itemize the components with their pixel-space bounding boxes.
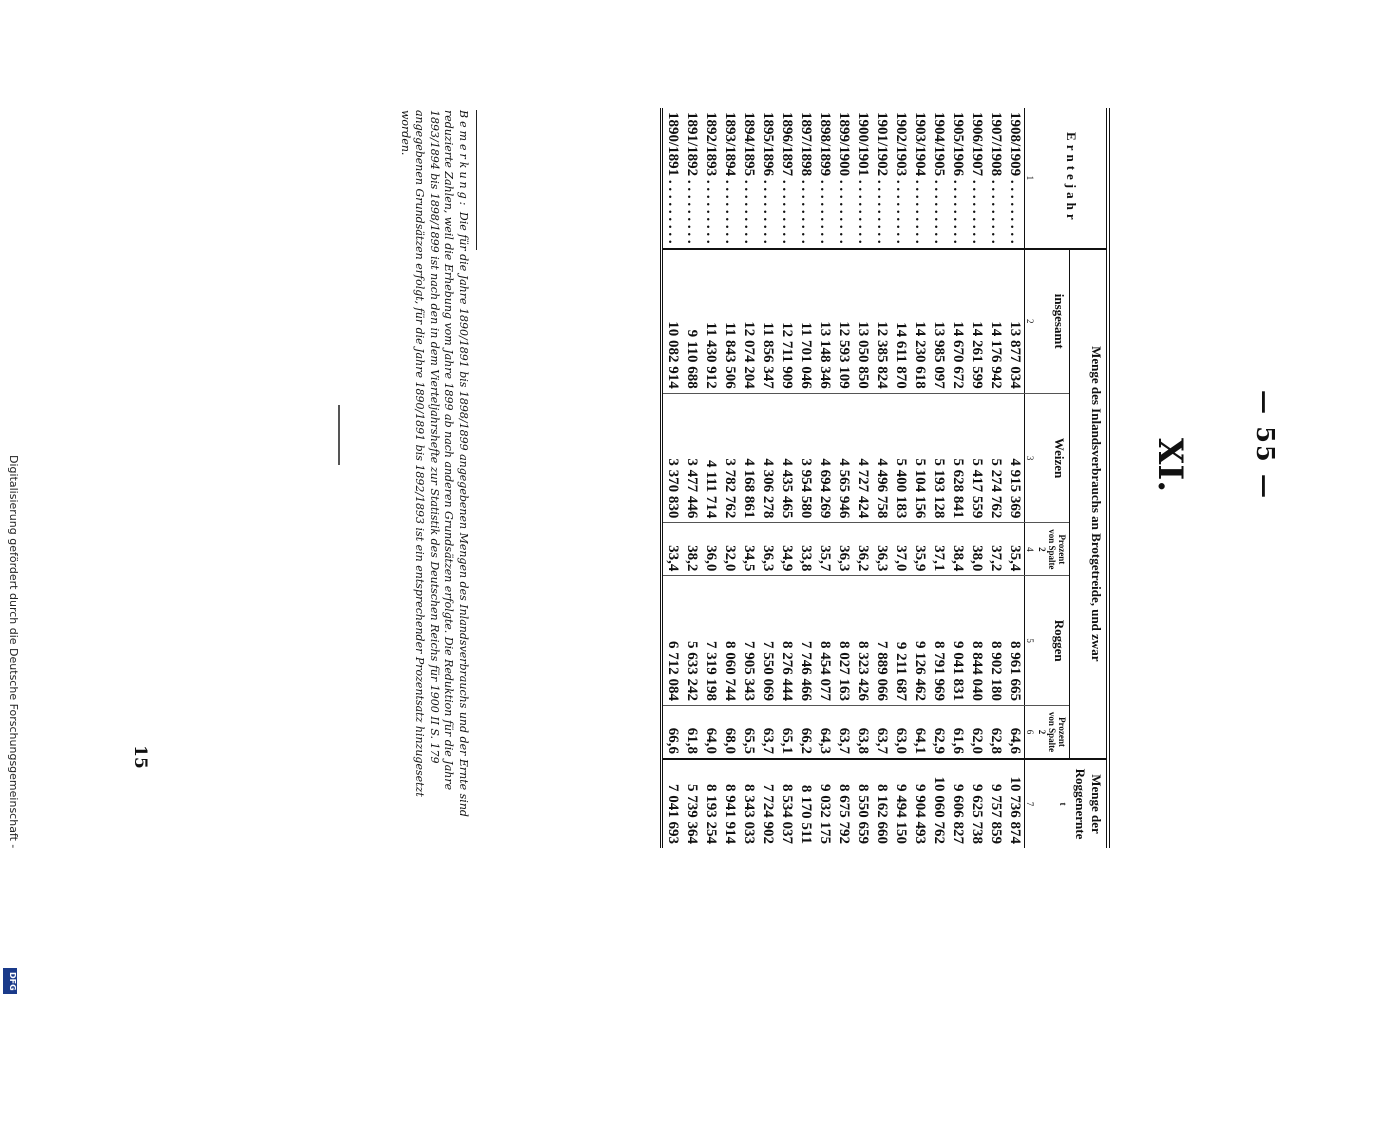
header-harvest: Menge der Roggenernte (1070, 759, 1108, 848)
cell-total: 12 593 109 (835, 249, 854, 394)
cell-rye: 5 633 242 (683, 576, 702, 706)
table-row (662, 108, 683, 848)
col-number: 7 (1025, 759, 1036, 848)
cell-year: 1905/1906 . . . . . . . . . (950, 112, 967, 244)
cell-rye: 7 746 466 (797, 576, 816, 706)
unit-harvest: t (1036, 759, 1071, 848)
cell-total: 11 430 912 (702, 249, 721, 394)
cell-rye: 6 712 084 (662, 576, 683, 706)
cell-year: 1897/1898 . . . . . . . . . (798, 112, 815, 244)
cell-rpct: 61,6 (949, 706, 968, 760)
cell-rpct: 63,7 (759, 706, 778, 760)
cell-year: 1900/1901 . . . . . . . . . (855, 112, 872, 244)
cell-wpct: 33,8 (797, 523, 816, 576)
cell-year: 1899/1900 . . . . . . . . . (836, 112, 853, 244)
cell-wheat: 5 400 183 (892, 393, 911, 523)
cell-year: 1894/1895 . . . . . . . . . (741, 112, 758, 244)
cell-rye: 8 961 665 (1006, 576, 1026, 706)
cell-wpct: 38,4 (949, 523, 968, 576)
header-total: insgesamt (1036, 249, 1071, 394)
table-row (740, 108, 759, 848)
table-row (721, 108, 740, 848)
cell-total: 9 110 688 (683, 249, 702, 394)
cell-wpct: 34,9 (778, 523, 797, 576)
cell-wpct: 37,0 (892, 523, 911, 576)
table-row (987, 108, 1006, 848)
cell-rye: 7 550 069 (759, 576, 778, 706)
col-number: 5 (1025, 576, 1036, 706)
col-number: 3 (1025, 393, 1036, 523)
cell-harvest: 8 193 254 (702, 759, 721, 848)
cell-rye: 8 791 969 (930, 576, 949, 706)
cell-rpct: 62,0 (968, 706, 987, 760)
cell-year: 1904/1905 . . . . . . . . . (931, 112, 948, 244)
table-row (1006, 108, 1026, 848)
cell-total: 10 082 914 (662, 249, 683, 394)
cell-wheat: 5 193 128 (930, 393, 949, 523)
cell-year: 1903/1904 . . . . . . . . . (912, 112, 929, 244)
table-row (835, 108, 854, 848)
dfg-logo-icon: DFG (3, 968, 17, 994)
cell-wpct: 36,3 (835, 523, 854, 576)
cell-harvest: 9 625 738 (968, 759, 987, 848)
cell-total: 13 050 850 (854, 249, 873, 394)
cell-harvest: 8 941 914 (721, 759, 740, 848)
cell-wheat: 4 496 758 (873, 393, 892, 523)
cell-wpct: 38,2 (683, 523, 702, 576)
cell-harvest: 8 343 033 (740, 759, 759, 848)
cell-year: 1907/1908 . . . . . . . . . (988, 112, 1005, 244)
cell-wpct: 37,1 (930, 523, 949, 576)
table-row (911, 108, 930, 848)
cell-rpct: 62,8 (987, 706, 1006, 760)
cell-harvest: 8 534 037 (778, 759, 797, 848)
cell-rye: 9 041 831 (949, 576, 968, 706)
cell-rpct: 65,5 (740, 706, 759, 760)
header-wheat: Weizen (1036, 393, 1071, 523)
col-number: 4 (1025, 523, 1036, 576)
cell-rpct: 64,1 (911, 706, 930, 760)
cell-wpct: 38,0 (968, 523, 987, 576)
cell-rpct: 63,7 (835, 706, 854, 760)
col-number: 2 (1025, 249, 1036, 394)
cell-wheat: 4 694 269 (816, 393, 835, 523)
cell-total: 12 385 824 (873, 249, 892, 394)
cell-harvest: 7 041 693 (662, 759, 683, 848)
cell-year: 1891/1892 . . . . . . . . . (684, 112, 701, 244)
cell-wpct: 36,2 (854, 523, 873, 576)
cell-year: 1890/1891 . . . . . . . . . (665, 112, 682, 244)
cell-total: 12 074 204 (740, 249, 759, 394)
cell-rpct: 64,6 (1006, 706, 1026, 760)
cell-total: 13 148 346 (816, 249, 835, 394)
cell-rye: 8 027 163 (835, 576, 854, 706)
cell-total: 13 985 097 (930, 249, 949, 394)
table-row (949, 108, 968, 848)
cell-year: 1898/1899 . . . . . . . . . (817, 112, 834, 244)
col-number: 6 (1025, 706, 1036, 760)
cell-harvest: 9 032 175 (816, 759, 835, 848)
cell-harvest: 8 170 511 (797, 759, 816, 848)
header-rye-pct: Prozent von Spalte 2 (1036, 706, 1071, 760)
data-table (661, 108, 1111, 848)
cell-wpct: 36,0 (702, 523, 721, 576)
header-rye: Roggen (1036, 576, 1071, 706)
footer-text: Digitalisierung gefördert durch die Deutsche Forschungsgemeinschaft - (7, 455, 20, 849)
note-label: Bemerkung: (457, 110, 470, 209)
cell-wheat: 5 417 559 (968, 393, 987, 523)
cell-wpct: 34,5 (740, 523, 759, 576)
cell-wheat: 3 370 830 (662, 393, 683, 523)
cell-total: 13 877 034 (1006, 249, 1026, 394)
cell-wpct: 35,9 (911, 523, 930, 576)
cell-year: 1892/1893 . . . . . . . . . (703, 112, 720, 244)
cell-year: 1893/1894 . . . . . . . . . (722, 112, 739, 244)
cell-rye: 8 060 744 (721, 576, 740, 706)
cell-harvest: 8 675 792 (835, 759, 854, 848)
cell-wheat: 4 727 424 (854, 393, 873, 523)
table-row (930, 108, 949, 848)
cell-rye: 8 276 444 (778, 576, 797, 706)
cell-harvest: 9 494 150 (892, 759, 911, 848)
header-year: Erntejahr (1063, 132, 1079, 224)
table-row (797, 108, 816, 848)
table-row (854, 108, 873, 848)
cell-rpct: 64,3 (816, 706, 835, 760)
cell-wpct: 36,3 (873, 523, 892, 576)
cell-harvest: 8 162 660 (873, 759, 892, 848)
cell-harvest: 9 904 493 (911, 759, 930, 848)
table-row (968, 108, 987, 848)
cell-wheat: 4 306 278 (759, 393, 778, 523)
table-row (873, 108, 892, 848)
table-row (759, 108, 778, 848)
cell-year: 1895/1896 . . . . . . . . . (760, 112, 777, 244)
cell-rpct: 64,0 (702, 706, 721, 760)
cell-wheat: 3 477 446 (683, 393, 702, 523)
cell-total: 11 843 506 (721, 249, 740, 394)
header-group: Menge des Inlandsverbrauchs an Brotgetreide, und zwar (1070, 249, 1108, 759)
cell-wheat: 3 954 580 (797, 393, 816, 523)
cell-wheat: 4 565 946 (835, 393, 854, 523)
cell-total: 11 856 347 (759, 249, 778, 394)
cell-total: 14 261 599 (968, 249, 987, 394)
cell-rpct: 68,0 (721, 706, 740, 760)
center-mark (338, 405, 340, 465)
page-number: — 55 — (1251, 389, 1280, 501)
cell-total: 12 711 909 (778, 249, 797, 394)
col-number: 1 (1025, 175, 1036, 181)
cell-wheat: 5 274 762 (987, 393, 1006, 523)
cell-wpct: 35,7 (816, 523, 835, 576)
cell-rye: 7 905 343 (740, 576, 759, 706)
note-text: Die für die Jahre 1890/1891 bis 1898/1899 angegebenen Mengen des Inlandsverbrauchs und der Ernte sind reduzierte Zahlen, weil die Erhebung vom Jahre 1899 ab nach anderen Grundsätzen erfolgte. Die Reduktion für die Jahre 1893/1894 bis 1898/1899 ist nach den in dem Vierteljahrshefte zur Statistik des Deutschen Reichs für 1900 II S. 179 angegebenen Grundsätzen erfolgt, für die Jahre 1890/1891 bis 1892/1893 ist ein entsprechender Prozentsatz hinzugesetzt worden. (399, 110, 470, 817)
cell-wpct: 36,3 (759, 523, 778, 576)
cell-total: 14 611 870 (892, 249, 911, 394)
cell-rye: 8 902 180 (987, 576, 1006, 706)
cell-rye: 8 454 077 (816, 576, 835, 706)
cell-rye: 8 844 040 (968, 576, 987, 706)
table-row (778, 108, 797, 848)
cell-rye: 7 889 066 (873, 576, 892, 706)
cell-year: 1902/1903 . . . . . . . . . (893, 112, 910, 244)
cell-rpct: 66,6 (662, 706, 683, 760)
header-wheat-pct: Prozent von Spalte 2 (1036, 523, 1071, 576)
cell-rye: 9 126 462 (911, 576, 930, 706)
cell-harvest: 5 739 364 (683, 759, 702, 848)
cell-rpct: 63,0 (892, 706, 911, 760)
cell-year: 1906/1907 . . . . . . . . . (969, 112, 986, 244)
cell-wheat: 4 435 465 (778, 393, 797, 523)
side-page-number: 15 (130, 745, 150, 769)
cell-total: 14 670 672 (949, 249, 968, 394)
cell-harvest: 9 606 827 (949, 759, 968, 848)
table-row (702, 108, 721, 848)
cell-wpct: 32,0 (721, 523, 740, 576)
cell-wheat: 5 104 156 (911, 393, 930, 523)
cell-rpct: 63,7 (873, 706, 892, 760)
cell-wheat: 4 915 369 (1006, 393, 1026, 523)
cell-wheat: 3 782 762 (721, 393, 740, 523)
cell-harvest: 10 060 762 (930, 759, 949, 848)
cell-rpct: 65,1 (778, 706, 797, 760)
cell-wpct: 35,4 (1006, 523, 1026, 576)
table-row (683, 108, 702, 848)
cell-wheat: 4 168 861 (740, 393, 759, 523)
cell-wheat: 4 111 714 (702, 393, 721, 523)
cell-total: 14 230 618 (911, 249, 930, 394)
cell-year: 1896/1897 . . . . . . . . . (779, 112, 796, 244)
data-table-container (490, 108, 1110, 848)
cell-wpct: 33,4 (662, 523, 683, 576)
note-rule (476, 110, 477, 250)
cell-wheat: 5 628 841 (949, 393, 968, 523)
cell-rpct: 62,9 (930, 706, 949, 760)
cell-harvest: 7 724 902 (759, 759, 778, 848)
cell-total: 14 176 942 (987, 249, 1006, 394)
cell-harvest: 8 550 659 (854, 759, 873, 848)
cell-rpct: 66,2 (797, 706, 816, 760)
cell-harvest: 9 757 859 (987, 759, 1006, 848)
cell-year: 1901/1902 . . . . . . . . . (874, 112, 891, 244)
cell-rye: 7 319 198 (702, 576, 721, 706)
cell-total: 11 701 046 (797, 249, 816, 394)
cell-rye: 8 323 426 (854, 576, 873, 706)
section-number: XI. (1150, 437, 1190, 493)
cell-year: 1908/1909 . . . . . . . . . (1007, 112, 1024, 244)
cell-wpct: 37,2 (987, 523, 1006, 576)
table-row (816, 108, 835, 848)
note (399, 110, 470, 830)
cell-rpct: 61,8 (683, 706, 702, 760)
cell-harvest: 10 736 874 (1006, 759, 1026, 848)
table-row (892, 108, 911, 848)
cell-rpct: 63,8 (854, 706, 873, 760)
cell-rye: 9 211 687 (892, 576, 911, 706)
